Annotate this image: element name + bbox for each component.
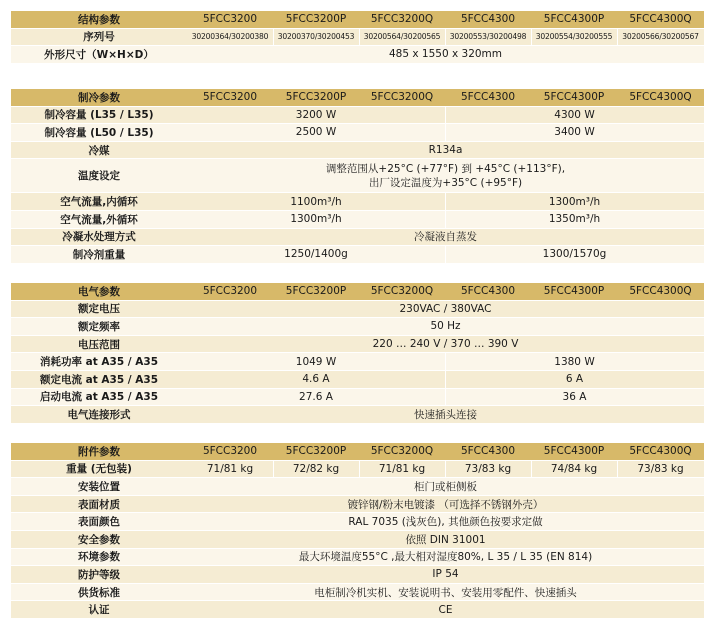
value-cell: 1100m³/h (290, 195, 342, 208)
row-label: 制冷容量 (L35 / L35) (44, 109, 154, 122)
weight-cell: 73/83 kg (637, 462, 684, 475)
model-header: 5FCC3200 (202, 285, 258, 298)
cooling-header-row (11, 89, 704, 107)
model-header: 5FCC4300P (543, 13, 605, 26)
section-title: 附件参数 (78, 445, 120, 458)
model-header: 5FCC3200P (285, 285, 347, 298)
model-header: 5FCC4300P (543, 91, 605, 104)
voltage-range-row (11, 336, 704, 354)
voltage-row (11, 301, 704, 319)
accessory-section (11, 443, 704, 619)
row-label: 安全参数 (78, 533, 120, 546)
model-header: 5FCC3200Q (370, 445, 434, 458)
airflow-internal-row (11, 193, 704, 211)
value-cell: 27.6 A (299, 390, 333, 403)
cooling-capacity-row (11, 107, 704, 125)
row-label: 供货标准 (78, 586, 120, 599)
row-label: 表面颜色 (78, 516, 120, 529)
value-cell: R134a (428, 144, 463, 157)
serial-cell: 30200553/30200498 (449, 32, 527, 42)
row-label: 重量 (无包装) (66, 463, 132, 476)
cooling-section (11, 89, 704, 264)
power-row (11, 353, 704, 371)
value-cell: 2500 W (295, 126, 337, 139)
model-header: 5FCC3200 (202, 13, 258, 26)
model-header: 5FCC4300P (543, 285, 605, 298)
value-cell: 依照 DIN 31001 (405, 533, 486, 546)
weight-cell: 71/81 kg (378, 462, 426, 475)
row-label: 表面材质 (78, 498, 120, 511)
mounting-row (11, 478, 704, 496)
model-header: 5FCC4300Q (629, 285, 692, 298)
model-header: 5FCC4300 (460, 285, 516, 298)
start-current-row (11, 389, 704, 407)
value-cell: 230VAC / 380VAC (399, 302, 492, 315)
row-label: 制冷容量 (L50 / L35) (44, 126, 154, 139)
row-label: 制冷剂重量 (72, 248, 126, 261)
safety-row (11, 531, 704, 549)
model-header: 5FCC4300Q (629, 91, 692, 104)
dimensions-value: 485 x 1550 x 320mm (388, 48, 503, 61)
serial-row (11, 29, 704, 47)
weight-cell: 73/83 kg (464, 462, 512, 475)
section-title: 结构参数 (78, 13, 120, 26)
refrigerant-row (11, 142, 704, 160)
model-header: 5FCC4300Q (629, 13, 692, 26)
electrical-header-row (11, 283, 704, 301)
model-header: 5FCC3200P (285, 91, 347, 104)
section-title: 电气参数 (78, 285, 120, 298)
value-cell: 柜门或柜侧板 (414, 480, 477, 493)
row-label: 认证 (88, 604, 110, 617)
value-cell: 50 Hz (430, 320, 461, 333)
row-label: 外形尺寸（W×H×D） (44, 48, 154, 61)
serial-cell: 30200564/30200565 (363, 32, 441, 42)
certification-row (11, 601, 704, 619)
weight-row (11, 461, 704, 479)
row-label: 防护等级 (78, 568, 120, 581)
value-cell: 3400 W (554, 126, 595, 139)
row-label: 启动电流 at A35 / A35 (39, 391, 159, 404)
material-row (11, 496, 704, 514)
value-cell: 1300m³/h (290, 213, 342, 226)
row-label: 额定电压 (78, 303, 120, 316)
value-cell: CE (438, 603, 453, 616)
value-cell: 1350m³/h (548, 213, 601, 226)
row-label: 额定电流 at A35 / A35 (39, 373, 159, 386)
model-header: 5FCC3200Q (370, 285, 434, 298)
structure-section (11, 11, 704, 64)
row-label: 空气流量,内循环 (60, 196, 138, 209)
model-header: 5FCC4300P (543, 445, 605, 458)
rated-current-row (11, 371, 704, 389)
value-cell: 36 A (562, 390, 587, 403)
value-cell: 1380 W (554, 355, 595, 368)
row-label: 冷媒 (88, 144, 110, 157)
serial-cell: 30200364/30200380 (191, 32, 269, 42)
row-label: 序列号 (83, 31, 115, 44)
row-label: 额定频率 (78, 320, 120, 333)
value-cell: 1049 W (295, 355, 337, 368)
row-label: 温度设定 (78, 169, 120, 182)
protection-row (11, 566, 704, 584)
row-label: 电气连接形式 (67, 408, 131, 421)
weight-cell: 71/81 kg (206, 462, 254, 475)
refrigerant-charge-row (11, 246, 704, 264)
model-header: 5FCC3200P (285, 445, 347, 458)
value-cell: 最大环境温度55°C ,最大相对湿度80%, L 35 / L 35 (EN 814) (298, 551, 593, 564)
temperature-line-2: 出厂设定温度为+35°C (+95°F) (368, 176, 523, 189)
structure-header-row (11, 11, 704, 29)
value-cell: 4.6 A (302, 373, 330, 386)
cooling-capacity-row (11, 124, 704, 142)
weight-cell: 74/84 kg (550, 462, 598, 475)
value-cell: 1300m³/h (548, 195, 601, 208)
value-cell: RAL 7035 (浅灰色), 其他颜色按要求定做 (348, 516, 543, 529)
model-header: 5FCC3200Q (370, 13, 434, 26)
airflow-external-row (11, 211, 704, 229)
value-cell: 冷凝液自蒸发 (414, 231, 477, 244)
accessory-header-row (11, 443, 704, 461)
model-header: 5FCC3200 (202, 91, 258, 104)
electrical-section (11, 283, 704, 424)
model-header: 5FCC3200Q (370, 91, 434, 104)
model-header: 5FCC3200P (285, 13, 347, 26)
row-label: 空气流量,外循环 (60, 213, 138, 226)
frequency-row (11, 318, 704, 336)
value-cell: 1250/1400g (284, 248, 348, 261)
model-header: 5FCC4300Q (629, 445, 692, 458)
model-header: 5FCC3200 (202, 445, 258, 458)
value-cell: 快速插头连接 (414, 408, 477, 421)
weight-cell: 72/82 kg (292, 462, 340, 475)
value-cell: IP 54 (432, 568, 459, 581)
row-label: 安装位置 (78, 480, 120, 493)
value-cell (187, 159, 704, 192)
temperature-row (11, 159, 704, 193)
row-label: 冷凝水处理方式 (62, 231, 136, 244)
serial-cell: 30200370/30200453 (277, 32, 355, 42)
value-cell: 1300/1570g (542, 248, 607, 261)
row-label: 环境参数 (78, 551, 120, 564)
section-title: 制冷参数 (78, 91, 120, 104)
model-header: 5FCC4300 (460, 13, 516, 26)
dimensions-row (11, 46, 704, 64)
environment-row (11, 549, 704, 567)
model-header: 5FCC4300 (460, 91, 516, 104)
color-row (11, 513, 704, 531)
delivery-row (11, 584, 704, 602)
temperature-line-1: 调整范围从+25°C (+77°F) 到 +45°C (+113°F), (325, 162, 566, 175)
value-cell: 6 A (565, 373, 584, 386)
value-cell: 4300 W (554, 108, 595, 121)
value-cell: 镀锌钢/粉末电镀漆 （可选择不锈钢外壳） (347, 498, 544, 511)
value-cell: 电柜制冷机实机、安装说明书、安装用零配件、快速插头 (314, 586, 577, 599)
serial-cell: 30200554/30200555 (535, 32, 613, 42)
connection-row (11, 406, 704, 424)
condensate-row (11, 229, 704, 247)
value-cell: 3200 W (295, 108, 337, 121)
value-cell: 220 … 240 V / 370 … 390 V (372, 338, 519, 351)
row-label: 消耗功率 at A35 / A35 (39, 356, 159, 369)
row-label: 电压范围 (78, 338, 120, 351)
serial-cell: 30200566/30200567 (622, 32, 699, 42)
model-header: 5FCC4300 (460, 445, 516, 458)
